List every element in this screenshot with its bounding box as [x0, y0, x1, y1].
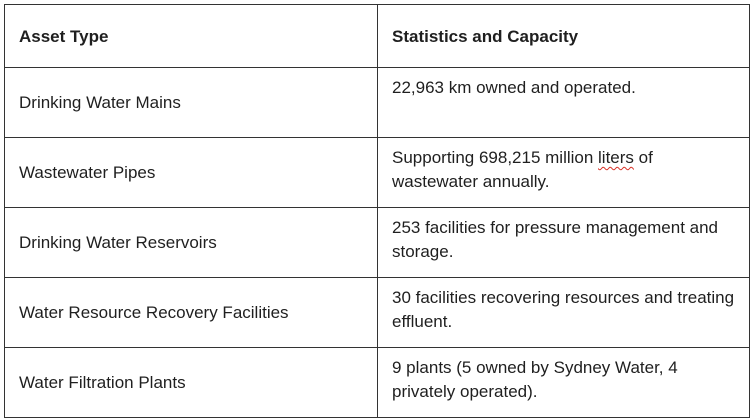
- statistics-cell[interactable]: [378, 138, 750, 208]
- statistics-text: of wastewater annually.: [392, 148, 653, 191]
- table-row: [5, 278, 750, 348]
- asset-table: [4, 4, 750, 418]
- asset-type-cell[interactable]: Drinking Water Mains: [5, 68, 378, 138]
- statistics-cell[interactable]: 22,963 km owned and operated.: [378, 68, 750, 138]
- table-row: [5, 348, 750, 418]
- table-row: [5, 208, 750, 278]
- header-asset-type[interactable]: Asset Type: [5, 5, 378, 68]
- asset-type-cell[interactable]: Water Resource Recovery Facilities: [5, 278, 378, 348]
- spellcheck-flagged-word[interactable]: liters: [598, 148, 634, 167]
- asset-type-cell[interactable]: Water Filtration Plants: [5, 348, 378, 418]
- table-row: [5, 68, 750, 138]
- statistics-cell[interactable]: 30 facilities recovering resources and treating effluent.: [378, 278, 750, 348]
- statistics-cell[interactable]: 253 facilities for pressure management and storage.: [378, 208, 750, 278]
- header-statistics-capacity[interactable]: Statistics and Capacity: [378, 5, 750, 68]
- asset-type-cell[interactable]: Drinking Water Reservoirs: [5, 208, 378, 278]
- statistics-text: Supporting 698,215 million: [392, 148, 599, 167]
- statistics-cell[interactable]: 9 plants (5 owned by Sydney Water, 4 privately operated).: [378, 348, 750, 418]
- asset-table-container: [4, 4, 750, 418]
- table-header-row: [5, 5, 750, 68]
- table-row: [5, 138, 750, 208]
- asset-type-cell[interactable]: Wastewater Pipes: [5, 138, 378, 208]
